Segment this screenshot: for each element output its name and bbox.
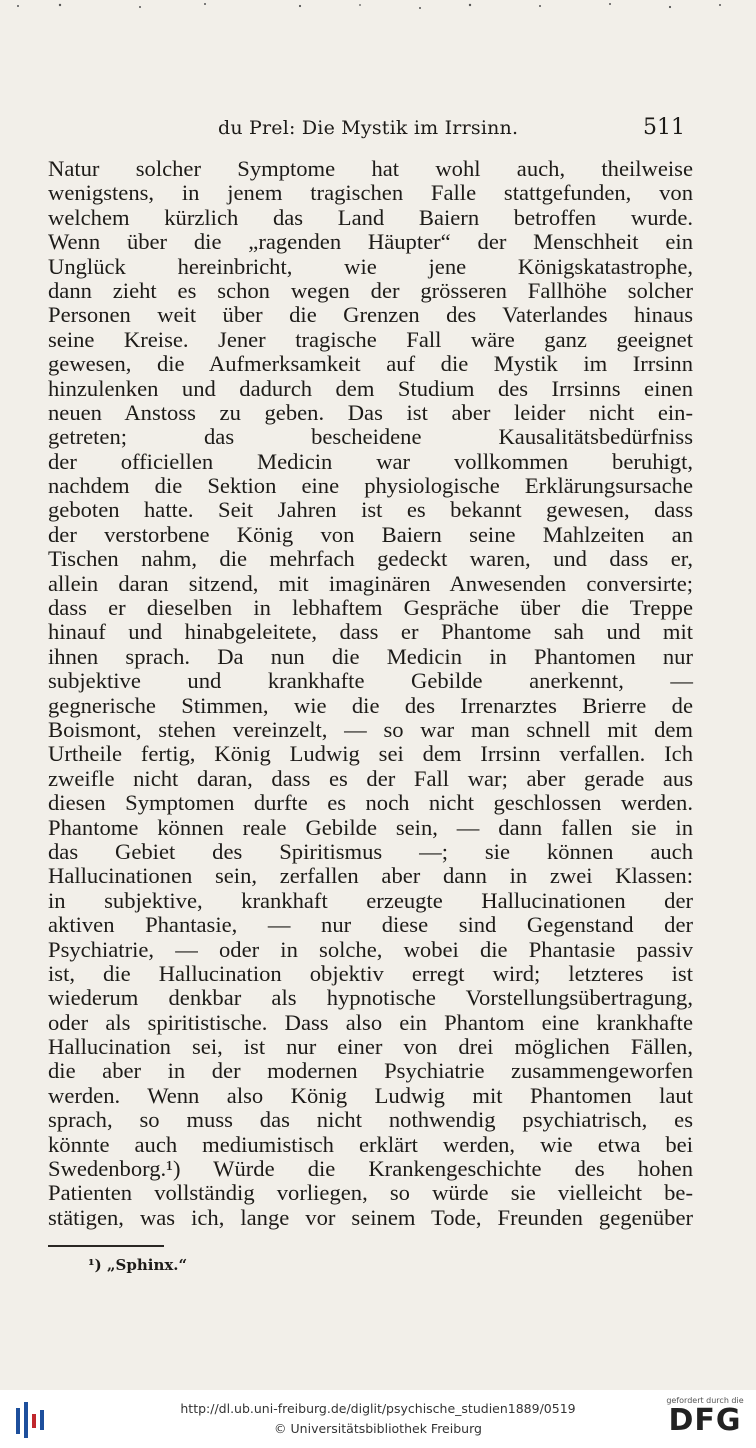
body-text <box>48 157 693 1230</box>
text-line: Phantome können reale Gebilde sein, — dann fallen sie in <box>48 814 693 840</box>
text-line: dann zieht es schon wegen der grösseren Fallhöhe solcher <box>48 277 693 303</box>
text-line: neuen Anstoss zu geben. Das ist aber leider nicht ein- <box>48 399 693 425</box>
dfg-caption: gefordert durch die <box>666 1396 744 1405</box>
text-line: Hallucinationen sein, zerfallen aber dann in zwei Klassen: <box>48 863 693 889</box>
text-line: werden. Wenn also König Ludwig mit Phantomen laut <box>48 1082 693 1108</box>
text-line: Tischen nahm, die mehrfach gedeckt waren, und dass er, <box>48 546 693 572</box>
text-line: Urtheile fertig, König Ludwig sei dem Irrsinn verfallen. Ich <box>48 741 693 767</box>
text-line: Unglück hereinbricht, wie jene Königskatastrophe, <box>48 253 693 279</box>
text-line: subjektive und krankhafte Gebilde anerkennt, — <box>48 668 693 694</box>
permalink-url[interactable]: http://dl.ub.uni-freiburg.de/diglit/psychische_studien1889/0519 <box>180 1401 576 1416</box>
text-line: gegnerische Stimmen, wie die des Irrenarztes Brierre de <box>48 692 693 718</box>
running-header <box>48 113 693 147</box>
text-line: geboten hatte. Seit Jahren ist es bekannt gewesen, dass <box>48 497 693 523</box>
viewer-footer <box>0 1390 756 1448</box>
text-line: Wenn über die „ragenden Häupter“ der Menschheit ein <box>48 229 693 255</box>
dfg-logo-text: DFG <box>668 1403 742 1438</box>
text-line: der verstorbene König von Baiern seine Mahlzeiten an <box>48 521 693 547</box>
text-line: hinauf und hinabgeleitete, dass er Phantome sah und mit <box>48 619 693 645</box>
text-line: allein daran sitzend, mit imaginären Anwesenden conversirte; <box>48 570 693 596</box>
text-line: Psychiatrie, — oder in solche, wobei die Phantasie passiv <box>48 936 693 962</box>
text-line: hinzulenken und dadurch dem Studium des Irrsinns einen <box>48 375 693 401</box>
text-line: Patienten vollständig vorliegen, so würde sie vielleicht be- <box>48 1180 693 1206</box>
text-line: zweifle nicht daran, dass es der Fall war; aber gerade aus <box>48 765 693 791</box>
text-line: welchem kürzlich das Land Baiern betroffen wurde. <box>48 204 693 230</box>
page-number: 511 <box>643 115 685 140</box>
text-line: Swedenborg.¹) Würde die Krankengeschichte des hohen <box>48 1156 693 1182</box>
text-line: Natur solcher Symptome hat wohl auch, theilweise <box>48 156 693 181</box>
dfg-logo-icon <box>664 1396 746 1442</box>
text-line: Hallucination sei, ist nur einer von drei möglichen Fällen, <box>48 1034 693 1060</box>
text-line: stätigen, was ich, lange vor seinem Tode, Freunden gegenüber <box>48 1204 693 1230</box>
text-line: der officiellen Medicin war vollkommen beruhigt, <box>48 448 693 474</box>
text-line: ihnen sprach. Da nun die Medicin in Phantomen nur <box>48 643 693 669</box>
text-line: getreten; das bescheidene Kausalitätsbedürfniss <box>48 424 693 450</box>
text-line: sprach, so muss das nicht nothwendig psychiatrisch, es <box>48 1107 693 1133</box>
text-line: nachdem die Sektion eine physiologische Erklärungsursache <box>48 473 693 499</box>
text-line: wenigstens, in jenem tragischen Falle stattgefunden, von <box>48 180 693 206</box>
text-line: seine Kreise. Jener tragische Fall wäre ganz geeignet <box>48 326 693 352</box>
text-line: wiederum denkbar als hypnotische Vorstellungsübertragung, <box>48 985 693 1011</box>
text-line: dass er dieselben in lebhaftem Gespräche über die Treppe <box>48 595 693 621</box>
text-line: könnte auch mediumistisch erklärt werden, wie etwa bei <box>48 1131 693 1157</box>
text-line: gewesen, die Aufmerksamkeit auf die Mystik im Irrsinn <box>48 351 693 377</box>
text-line: ist, die Hallucination objektiv erregt wird; letzteres ist <box>48 960 693 986</box>
footnote-divider <box>48 1245 164 1247</box>
text-line: die aber in der modernen Psychiatrie zusammengeworfen <box>48 1058 693 1084</box>
text-line: oder als spiritistische. Dass also ein Phantom eine krankhafte <box>48 1009 693 1035</box>
text-line: Personen weit über die Grenzen des Vaterlandes hinaus <box>48 302 693 328</box>
text-line: Boismont, stehen vereinzelt, — so war man schnell mit dem <box>48 716 693 742</box>
scan-border-specks <box>0 0 756 20</box>
copyright-text: © Universitätsbibliothek Freiburg <box>274 1421 482 1436</box>
text-line: aktiven Phantasie, — nur diese sind Gegenstand der <box>48 912 693 938</box>
running-title: du Prel: Die Mystik im Irrsinn. <box>218 117 519 139</box>
footnote: ¹) „Sphinx.“ <box>88 1256 188 1274</box>
text-line: diesen Symptomen durfte es noch nicht geschlossen werden. <box>48 790 693 816</box>
text-line: in subjektive, krankhaft erzeugte Hallucinationen der <box>48 887 693 913</box>
text-line: das Gebiet des Spiritismus —; sie können auch <box>48 838 693 864</box>
